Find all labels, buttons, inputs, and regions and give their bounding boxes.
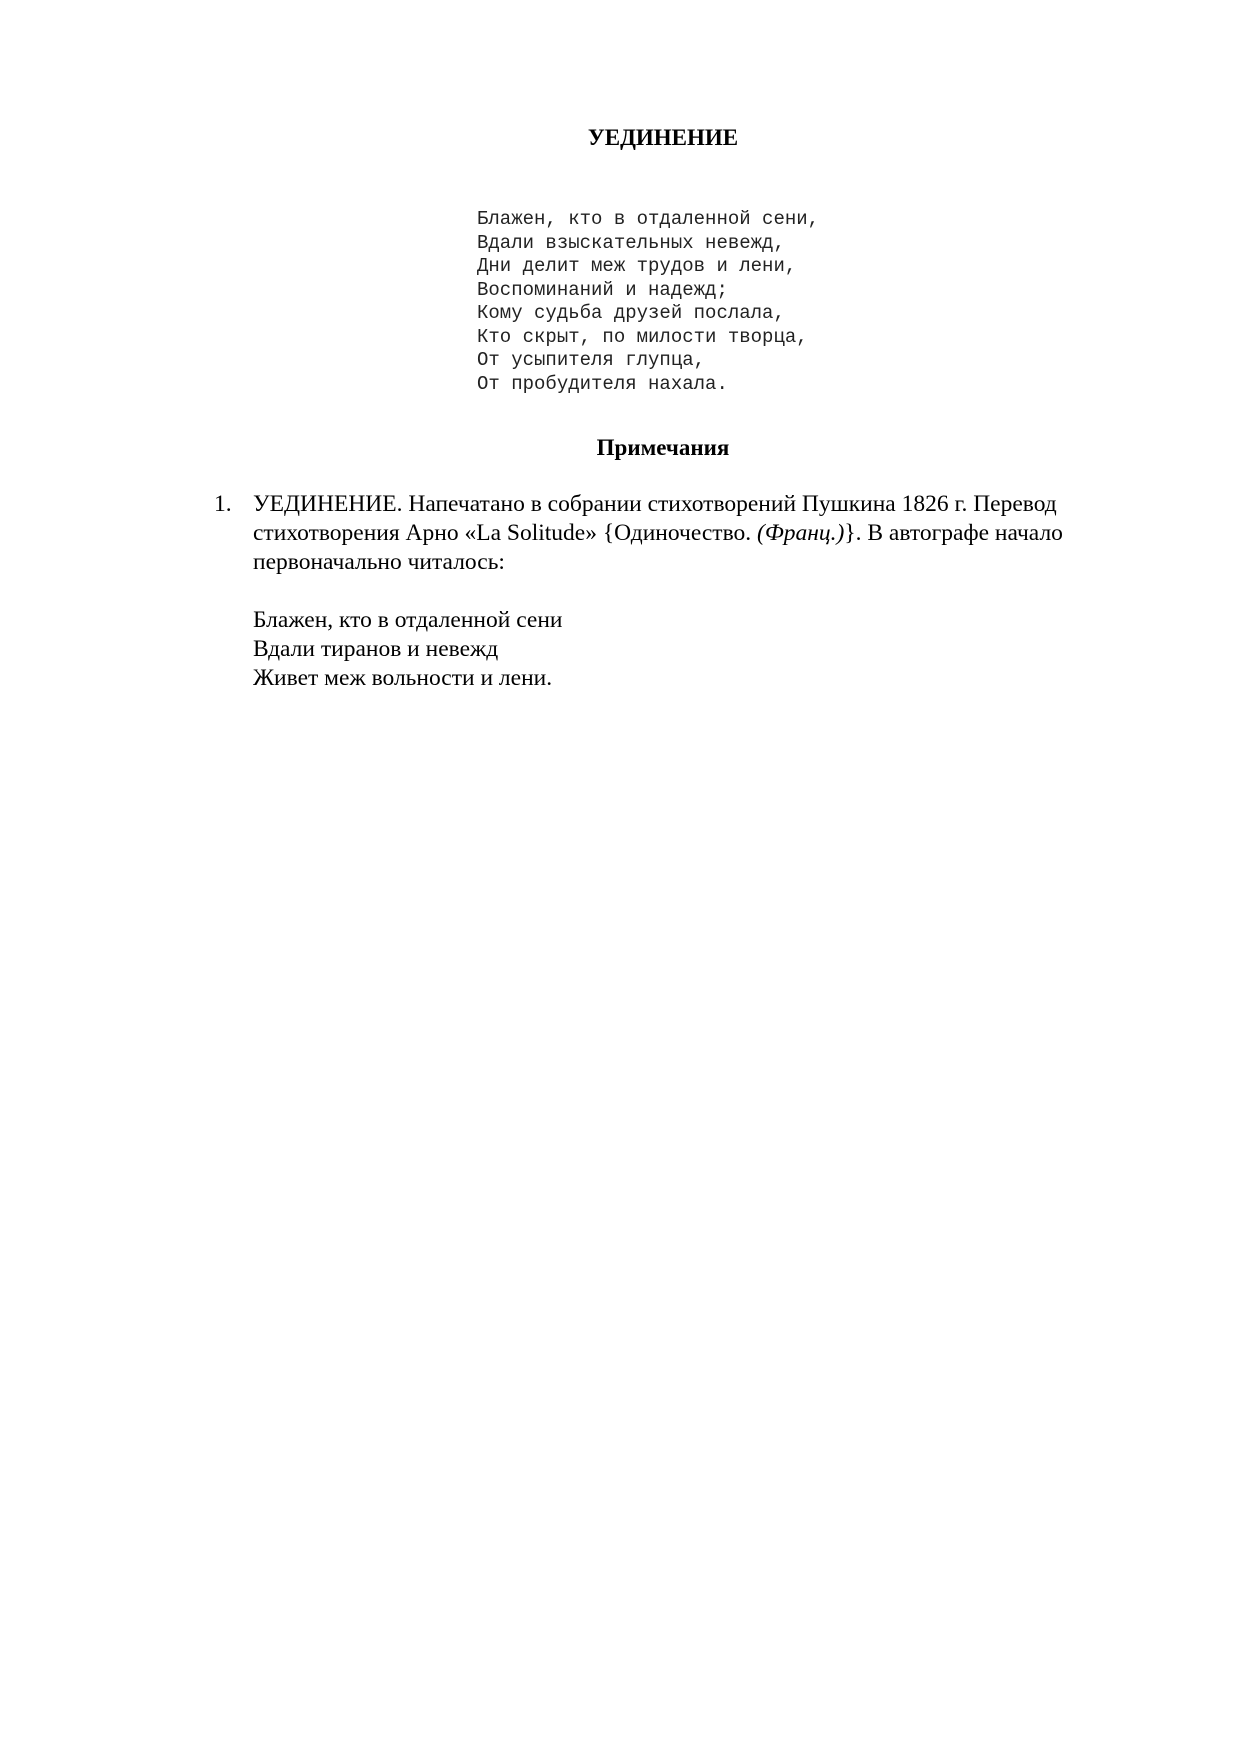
autograph-quote: [253, 606, 1134, 693]
note-text-part: }. В автографе начало первоначально читалось:: [253, 520, 1063, 575]
poem-line: От усыпителя глупца,: [477, 349, 706, 371]
poem-text: [477, 208, 819, 396]
autograph-line: Блажен, кто в отдаленной сени: [253, 607, 563, 633]
poem-line: Воспоминаний и надежд;: [477, 278, 728, 301]
notes-heading: Примечания: [596, 435, 730, 460]
poem-line: Кто скрыт, по милости творца,: [477, 325, 808, 348]
note-text-italic: (Франц.): [757, 520, 845, 546]
autograph-line: Вдали тиранов и невежд: [253, 636, 499, 662]
note-number: 1.: [214, 491, 232, 517]
poem-line: Блажен, кто в отдаленной сени,: [477, 208, 820, 230]
autograph-line: Живет меж вольности и лени.: [253, 665, 553, 691]
page-title: УЕДИНЕНИЕ: [587, 125, 739, 150]
note-item: [214, 490, 1134, 693]
note-text-part: УЕДИНЕНИЕ. Напечатано в собрании стихотворений Пушкина 1826 г. Перевод стихотворения Арно «La Solitude» {Одиночество.: [253, 491, 1057, 546]
poem-line: Кому судьба друзей послала,: [477, 302, 785, 324]
poem-line: Дни делит меж трудов и лени,: [477, 255, 797, 277]
poem-line: От пробудителя нахала.: [477, 372, 728, 395]
poem-line: Вдали взыскательных невежд,: [477, 231, 785, 254]
note-text: [253, 490, 1134, 577]
